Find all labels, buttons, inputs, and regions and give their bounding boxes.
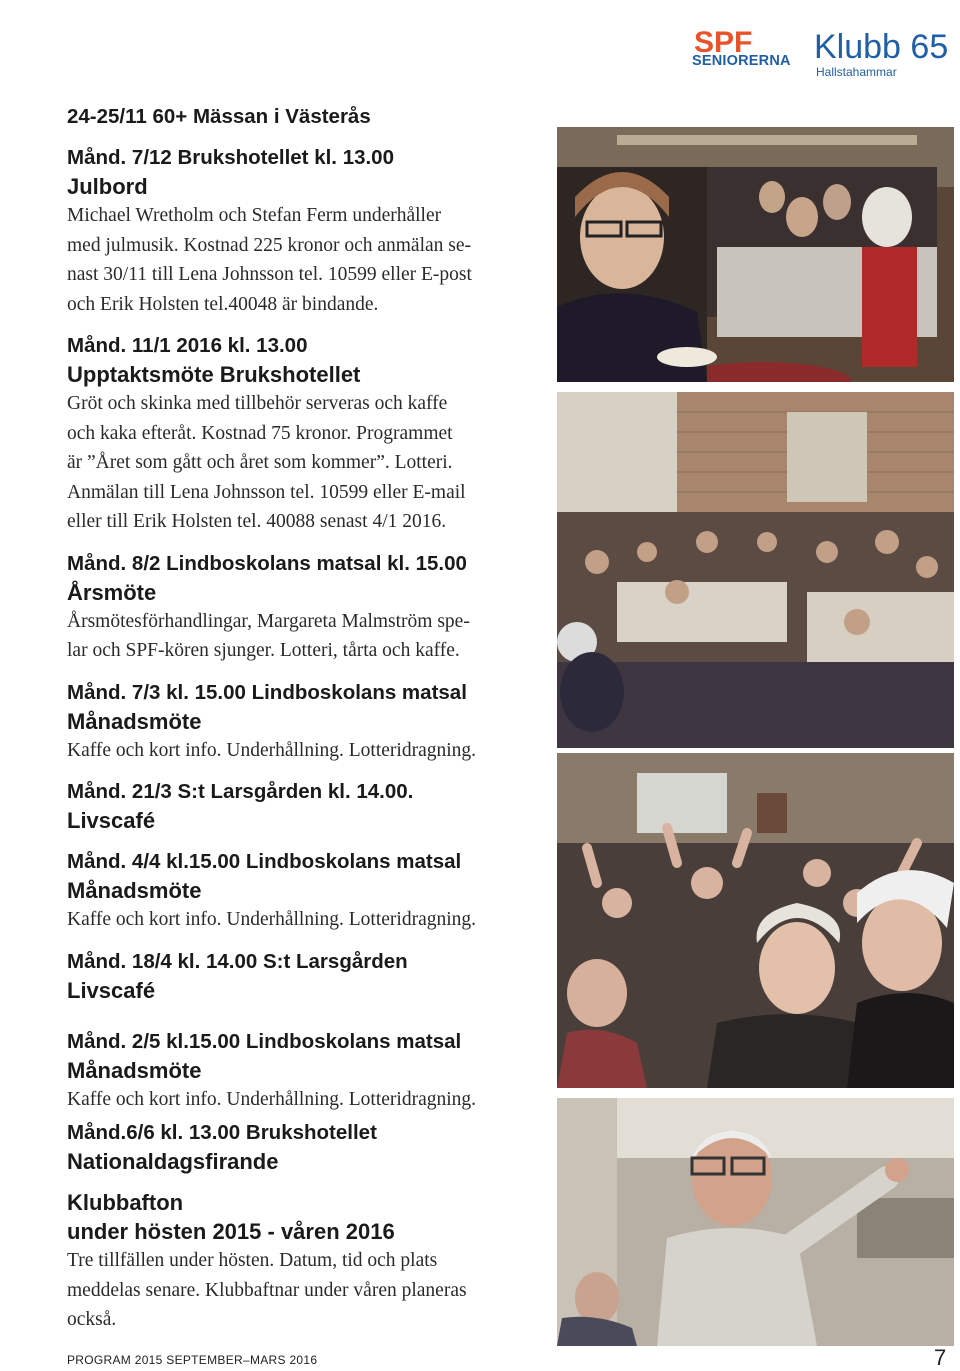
klubbafton-title: Klubbafton — [67, 1190, 184, 1215]
event-text: Kaffe och kort info. Underhållning. Lotteridragning. — [67, 909, 477, 930]
event-title: Julbord — [67, 174, 148, 199]
photo-buffet — [557, 127, 954, 382]
spf-logo — [692, 26, 954, 86]
page-number: 7 — [934, 1345, 947, 1370]
event-title: Månadsmöte — [67, 878, 202, 903]
event-text: och Erik Holsten tel.40048 är bindande. — [67, 293, 379, 315]
event-text: Kaffe och kort info. Underhållning. Lotteridragning. — [67, 1088, 477, 1110]
klubbafton-text: meddelas senare. Klubbaftnar under våren planeras — [67, 1279, 467, 1301]
event-heading: Månd. 8/2 Lindboskolans matsal kl. 15.00 — [67, 551, 467, 575]
event-text: är ”Året som gått och året som kommer”. Lotteri. — [67, 452, 453, 473]
event-text: Michael Wretholm och Stefan Ferm underhåller — [67, 205, 442, 226]
event-title: Nationaldagsfirande — [67, 1149, 279, 1174]
event-heading: 24-25/11 60+ Mässan i Västerås — [67, 105, 371, 128]
event-text: lar och SPF-kören sjunger. Lotteri, tårta och kaffe. — [67, 640, 460, 661]
event-text: Årsmötesförhandlingar, Margareta Malmström spe- — [67, 610, 470, 632]
event-text: Kaffe och kort info. Underhållning. Lotteridragning. — [67, 739, 477, 761]
club-name: Klubb 65 — [814, 28, 949, 66]
event-title: Månadsmöte — [67, 708, 202, 734]
logo-subtitle: SENIORERNA — [692, 53, 791, 69]
photo-man-gesturing — [557, 1098, 954, 1346]
event-list — [67, 102, 557, 1335]
klubbafton-text: Tre tillfällen under hösten. Datum, tid och plats — [67, 1250, 438, 1271]
event-text: Anmälan till Lena Johnsson tel. 10599 eller E-mail — [67, 481, 466, 503]
event-title: Livscafé — [67, 808, 156, 833]
photo-dancing — [557, 753, 954, 1088]
event-title: Livscafé — [67, 977, 156, 1003]
event-heading: Månd. 2/5 kl.15.00 Lindboskolans matsal — [67, 1029, 462, 1053]
event-text: och kaka efteråt. Kostnad 75 kronor. Programmet — [67, 422, 453, 444]
event-heading: Månd. 4/4 kl.15.00 Lindboskolans matsal — [67, 850, 462, 873]
event-title: Upptaktsmöte Brukshotellet — [67, 362, 361, 387]
event-text: nast 30/11 till Lena Johnsson tel. 10599 eller E-post — [67, 264, 472, 285]
photo-dining-hall — [557, 392, 954, 748]
event-heading: Månd. 18/4 kl. 14.00 S:t Larsgården — [67, 949, 408, 973]
event-text: Gröt och skinka med tillbehör serveras och kaffe — [67, 393, 448, 414]
svg-text:SPF: SPF — [694, 28, 753, 59]
event-text: eller till Erik Holsten tel. 40088 senast 4/1 2016. — [67, 511, 447, 532]
event-heading: Månd.6/6 kl. 13.00 Brukshotellet — [67, 1121, 377, 1144]
event-heading: Månd. 21/3 S:t Larsgården kl. 14.00. — [67, 780, 414, 803]
club-town: Hallstahammar — [816, 65, 897, 79]
event-title: Årsmöte — [67, 579, 157, 605]
event-heading: Månd. 7/12 Brukshotellet kl. 13.00 — [67, 146, 394, 169]
klubbafton-text: också. — [67, 1309, 117, 1330]
event-text: med julmusik. Kostnad 225 kronor och anmälan se- — [67, 234, 472, 256]
footer-text: PROGRAM 2015 SEPTEMBER–MARS 2016 — [67, 1353, 318, 1367]
event-heading: Månd. 11/1 2016 kl. 13.00 — [67, 334, 308, 357]
event-title: Månadsmöte — [67, 1057, 202, 1083]
klubbafton-subtitle: under hösten 2015 - våren 2016 — [67, 1219, 395, 1244]
event-heading: Månd. 7/3 kl. 15.00 Lindboskolans matsal — [67, 680, 467, 704]
